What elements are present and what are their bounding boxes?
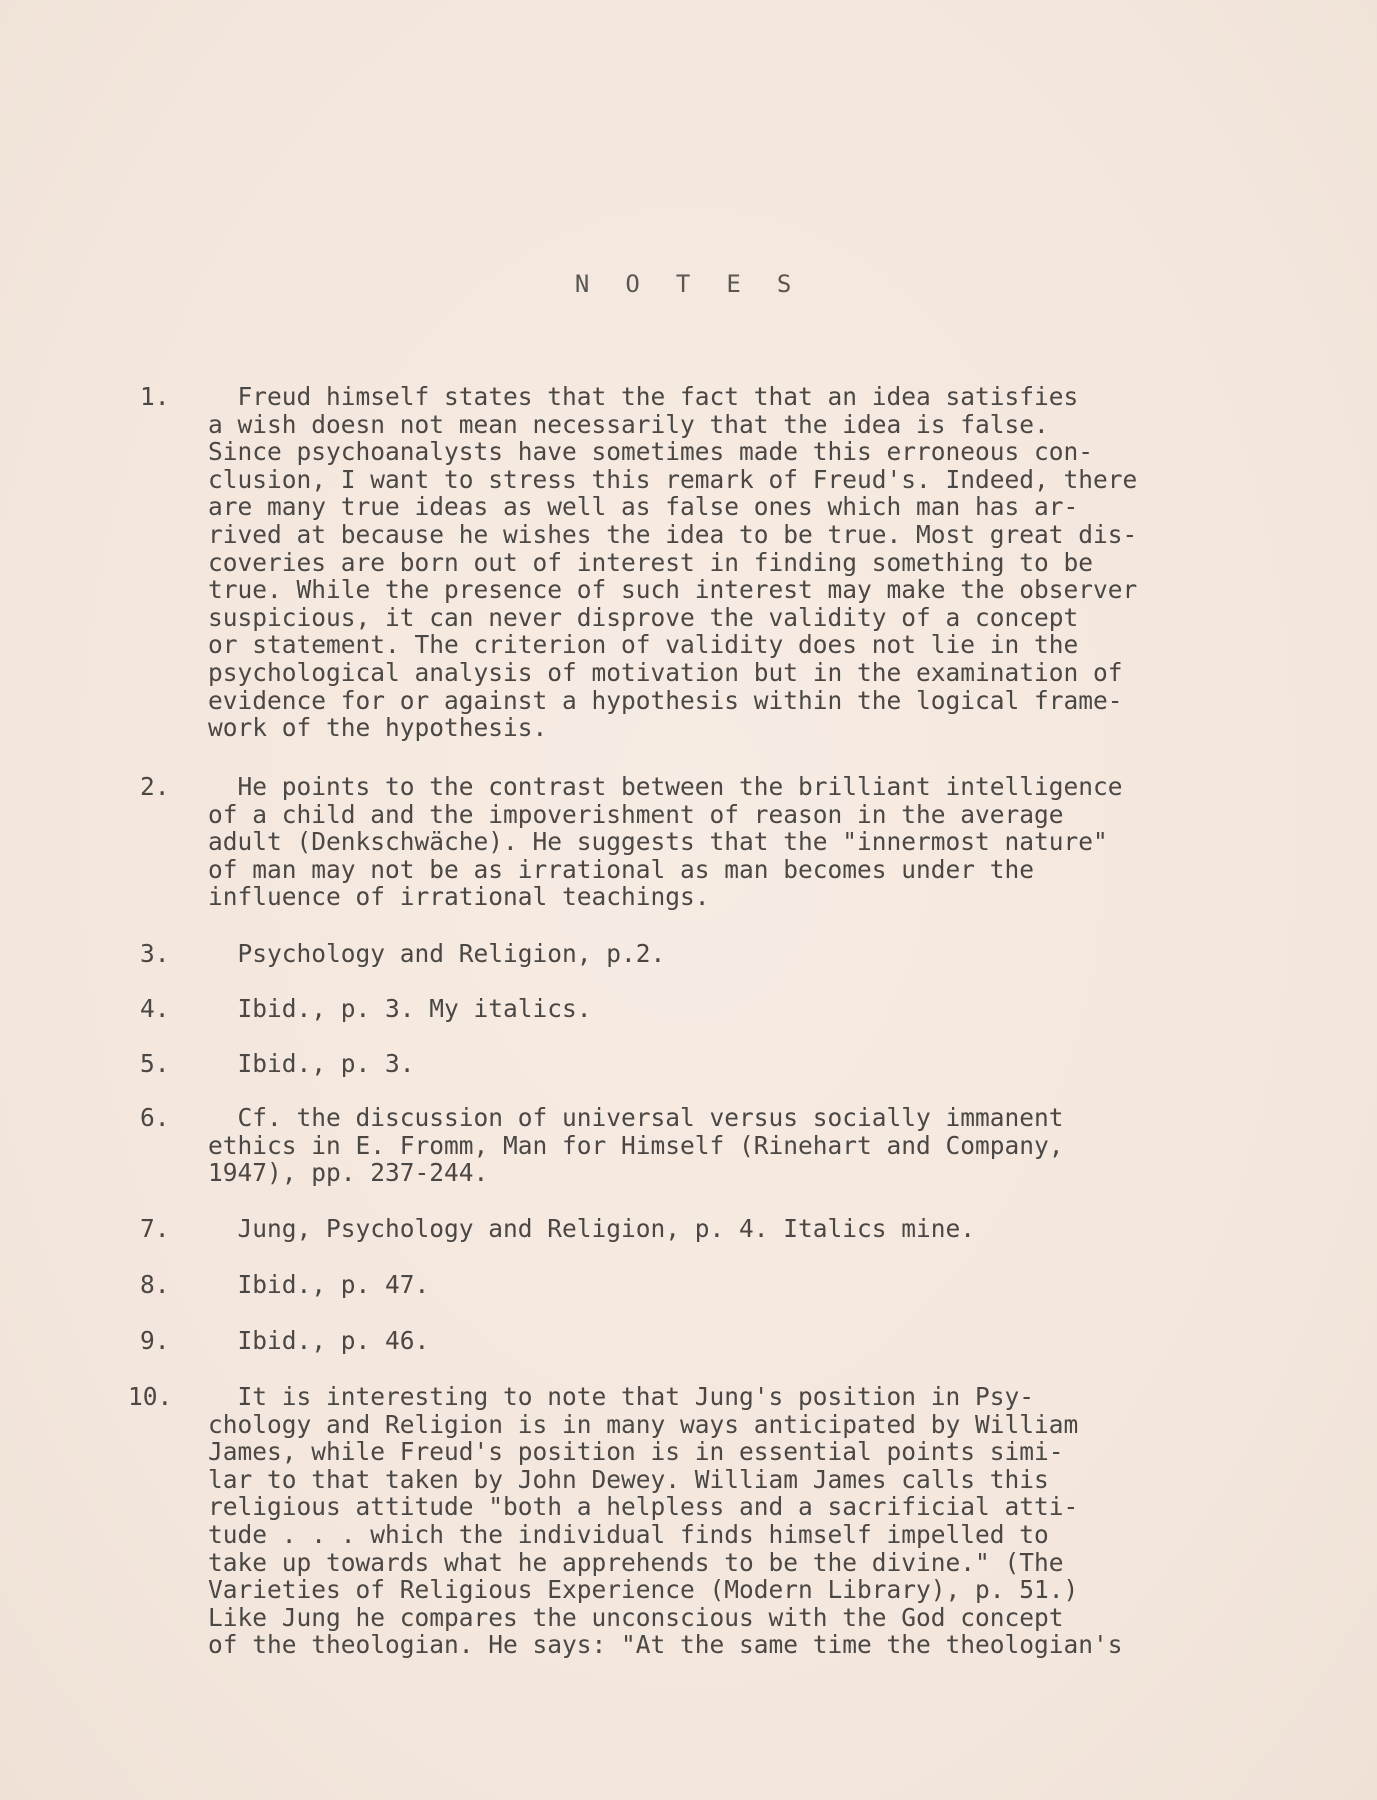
note-number: 5. (140, 1049, 170, 1078)
note-3 (140, 940, 1280, 968)
note-text: Ibid., p. 47. (208, 1270, 430, 1299)
note-text: Ibid., p. 46. (208, 1326, 430, 1355)
note-1 (140, 383, 1280, 742)
note-5 (140, 1050, 1280, 1078)
note-number: 9. (140, 1326, 170, 1355)
page-title: N O T E S (574, 270, 803, 298)
note-number: 10. (128, 1382, 173, 1411)
note-text: Cf. the discussion of universal versus socially immanent ethics in E. Fromm, Man for Himself (Rinehart and Company, 1947), pp. 237-244. (208, 1103, 1064, 1188)
note-6 (140, 1104, 1280, 1187)
note-7 (140, 1215, 1280, 1243)
note-text: Psychology and Religion, p.2. (208, 939, 666, 968)
note-text: Freud himself states that the fact that an idea satisfies a wish doesn not mean necessarily that the idea is false. Since psychoanalysts have sometimes made this erroneous con- clusion, I want to stress this remark of Freud's. Indeed, there are many true ideas as well as false ones which man has ar- rived at because he wishes the idea to be true. Most great dis- coveries are born out of interest in finding something to be true. While the presence of such interest may make the observer suspicious, it can never disprove the validity of a concept or statement. The criterion of validity does not lie in the psychological analysis of motivation but in the examination of evidence for or against a hypothesis within the logical frame- work of the hypothesis. (208, 382, 1138, 743)
note-number: 6. (140, 1103, 170, 1132)
note-number: 8. (140, 1270, 170, 1299)
note-text: Ibid., p. 3. My italics. (208, 994, 592, 1023)
note-number: 3. (140, 939, 170, 968)
note-2 (140, 773, 1280, 911)
note-number: 7. (140, 1214, 170, 1243)
note-number: 4. (140, 994, 170, 1023)
note-text: Ibid., p. 3. (208, 1049, 415, 1078)
note-9 (140, 1327, 1280, 1355)
note-4 (140, 995, 1280, 1023)
note-number: 2. (140, 772, 170, 801)
note-number: 1. (140, 382, 170, 411)
note-text: It is interesting to note that Jung's position in Psy- chology and Religion is in many ways anticipated by William James, while Freud's position is in essential points simi- lar to that taken by John Dewey. William James calls this religious attitude "both a helpless and a sacrificial atti- tude . . . which the individual finds himself impelled to take up towards what he apprehends to be the divine." (The Varieties of Religious Experience (Modern Library), p. 51.) Like Jung he compares the unconscious with the God concept of the theologian. He says: "At the same time the theologian's (208, 1382, 1123, 1660)
note-8 (140, 1271, 1280, 1299)
note-text: He points to the contrast between the brilliant intelligence of a child and the impoverishment of reason in the average adult (Denkschwäche). He suggests that the "innermost nature" of man may not be as irrational as man becomes under the influence of irrational teachings. (208, 772, 1123, 912)
note-10 (128, 1382, 1280, 1660)
note-text: Jung, Psychology and Religion, p. 4. Italics mine. (208, 1214, 976, 1243)
